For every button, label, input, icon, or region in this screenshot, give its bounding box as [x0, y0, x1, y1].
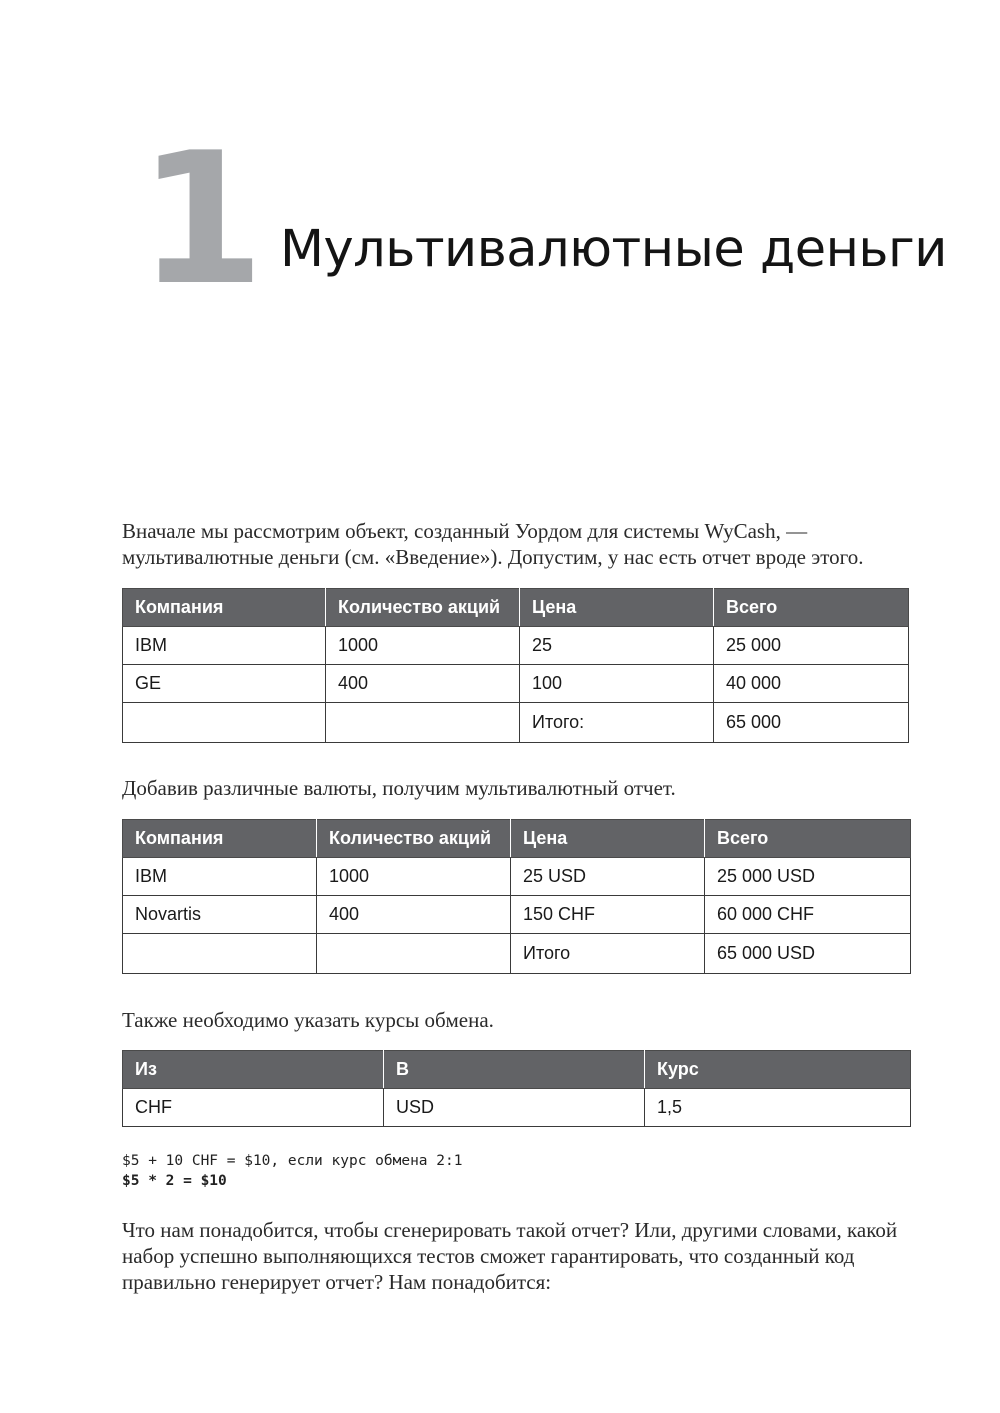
table-cell: 150 CHF [511, 896, 705, 934]
total-value: 65 000 USD [705, 934, 911, 974]
table-cell: IBM [123, 858, 317, 896]
table-cell: IBM [123, 627, 326, 665]
report-table [122, 588, 909, 743]
rates-paragraph: Также необходимо указать курсы обмена. [122, 1008, 494, 1032]
chapter-title: Мультивалютные деньги [280, 220, 947, 279]
code-line: $5 + 10 CHF = $10, если курс обмена 2:1 [122, 1153, 463, 1169]
table-cell: 400 [317, 896, 511, 934]
code-line-bold: $5 * 2 = $10 [122, 1173, 227, 1189]
table-row [123, 858, 911, 896]
table-cell: 25 [520, 627, 714, 665]
table-cell [317, 934, 511, 974]
table-cell: 25 USD [511, 858, 705, 896]
table-cell: 25 000 [714, 627, 909, 665]
table-row [123, 665, 909, 703]
intro-paragraph: Вначале мы рассмотрим объект, созданный Уордом для системы WyCash, — мультивалютные деньги (см. «Введение»). Допустим, у нас есть отчет вроде этого. [122, 519, 864, 569]
table-cell: 1000 [326, 627, 520, 665]
table-cell: Novartis [123, 896, 317, 934]
column-header: Количество акций [317, 820, 511, 858]
table-cell: 1,5 [645, 1089, 911, 1127]
column-header: Всего [705, 820, 911, 858]
table-header-row [123, 1051, 911, 1089]
column-header: Компания [123, 589, 326, 627]
table-cell: 100 [520, 665, 714, 703]
table-header-row [123, 589, 909, 627]
table-cell: USD [384, 1089, 645, 1127]
total-value: 65 000 [714, 703, 909, 743]
exchange-rates-table [122, 1050, 911, 1127]
table-row [123, 1089, 911, 1127]
multi-currency-table [122, 819, 911, 974]
total-label: Итого: [520, 703, 714, 743]
column-header: Всего [714, 589, 909, 627]
table-cell: 60 000 CHF [705, 896, 911, 934]
table-cell [326, 703, 520, 743]
column-header: Из [123, 1051, 384, 1089]
column-header: В [384, 1051, 645, 1089]
table-cell [123, 934, 317, 974]
chapter-number: 1 [138, 113, 261, 325]
table-cell: CHF [123, 1089, 384, 1127]
column-header: Количество акций [326, 589, 520, 627]
column-header: Цена [511, 820, 705, 858]
table-row [123, 896, 911, 934]
question-paragraph: Что нам понадобится, чтобы сгенерировать такой отчет? Или, другими словами, какой набор успешно выполняющихся тестов сможет гарантировать, что созданный код правильно генерирует отчет? Нам понадобится: [122, 1218, 898, 1294]
multi-paragraph: Добавив различные валюты, получим мультивалютный отчет. [122, 776, 676, 800]
column-header: Курс [645, 1051, 911, 1089]
total-row [123, 703, 909, 743]
table-cell: 25 000 USD [705, 858, 911, 896]
table-row [123, 627, 909, 665]
table-header-row [123, 820, 911, 858]
table-cell: 400 [326, 665, 520, 703]
table-cell: 1000 [317, 858, 511, 896]
table-cell [123, 703, 326, 743]
column-header: Компания [123, 820, 317, 858]
table-cell: GE [123, 665, 326, 703]
table-cell: 40 000 [714, 665, 909, 703]
total-label: Итого [511, 934, 705, 974]
column-header: Цена [520, 589, 714, 627]
total-row [123, 934, 911, 974]
